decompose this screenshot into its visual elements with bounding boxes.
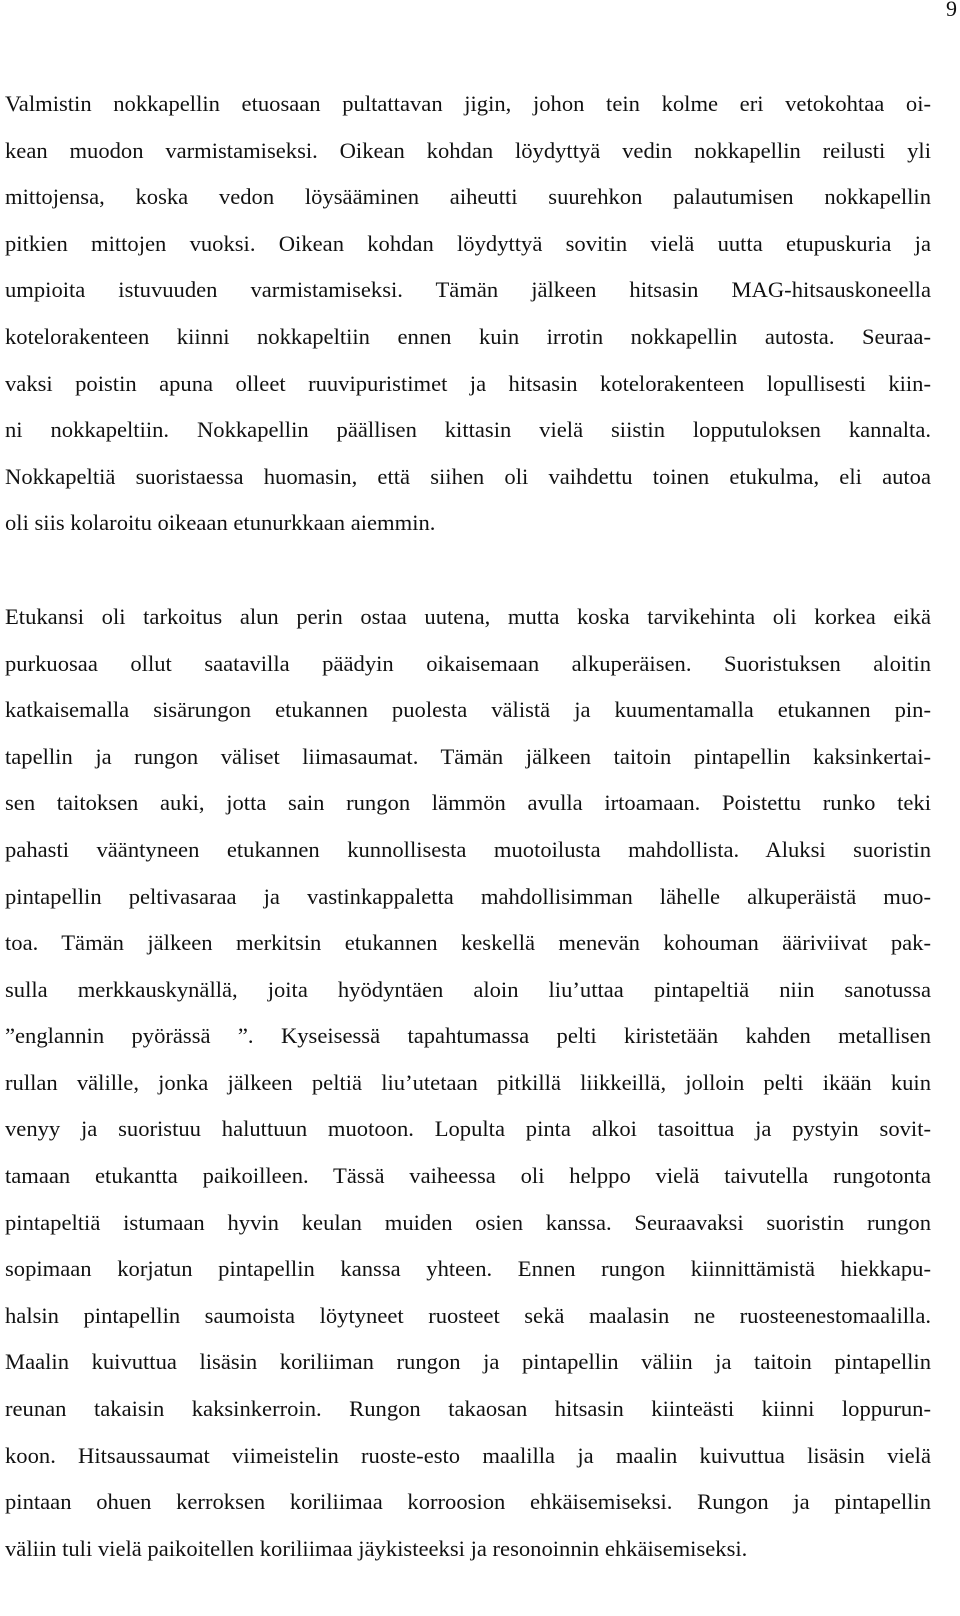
text-line: pahasti vääntyneen etukannen kunnollisesta muotoilusta mahdollista. Aluksi suoristin — [5, 836, 931, 862]
text-line: sopimaan korjatun pintapellin kanssa yhteen. Ennen rungon kiinnittämistä hiekkapu- — [5, 1256, 931, 1282]
text-line: mittojensa, koska vedon löysääminen aiheutti suurehkon palautumisen nokkapellin — [5, 184, 931, 210]
text-line: koon. Hitsaussaumat viimeistelin ruoste-esto maalilla ja maalin kuivuttua lisäsin vielä — [5, 1442, 931, 1468]
text-line: väliin tuli vielä paikoitellen koriliimaa jäykisteeksi ja resonoinnin ehkäisemiseksi. — [5, 1535, 748, 1561]
text-line: Etukansi oli tarkoitus alun perin ostaa uutena, mutta koska tarvikehinta oli korkea eikä — [5, 603, 931, 629]
text-line: toa. Tämän jälkeen merkitsin etukannen keskellä menevän kohouman ääriviivat pak- — [5, 930, 931, 956]
text-line: pintaan ohuen kerroksen koriliimaa korroosion ehkäisemiseksi. Rungon ja pintapellin — [5, 1489, 931, 1515]
text-line: oli siis kolaroitu oikeaan etunurkkaan aiemmin. — [5, 510, 436, 536]
text-line: Valmistin nokkapellin etuosaan pultattavan jigin, johon tein kolme eri vetokohtaa oi- — [5, 91, 931, 116]
text-line: ni nokkapeltiin. Nokkapellin päällisen kittasin vielä siistin lopputuloksen kannalta. — [5, 417, 931, 443]
text-line: ”englannin pyörässä ”. Kyseisessä tapahtumassa pelti kiristetään kahden metallisen — [5, 1023, 931, 1049]
text-line: katkaisemalla sisärungon etukannen puolesta välistä ja kuumentamalla etukannen pin- — [5, 697, 931, 723]
text-line: sulla merkkauskynällä, joita hyödyntäen aloin liu’uttaa pintapeltiä niin sanotussa — [5, 976, 931, 1002]
text-line: rullan välille, jonka jälkeen peltiä liu’utetaan pitkillä liikkeillä, jolloin pelti ikään kuin — [5, 1069, 931, 1095]
text-line: pintapeltiä istumaan hyvin keulan muiden osien kanssa. Seuraavaksi suoristin rungon — [5, 1209, 931, 1235]
paragraph-gap — [5, 547, 931, 594]
text-line: tamaan etukantta paikoilleen. Tässä vaiheessa oli helppo vielä taivutella rungotonta — [5, 1163, 931, 1189]
text-line: purkuosaa ollut saatavilla päädyin oikaisemaan alkuperäisen. Suoristuksen aloitin — [5, 650, 931, 676]
page-number: 9 — [946, 0, 957, 21]
text-line: Maalin kuivuttua lisäsin koriliiman rungon ja pintapellin väliin ja taitoin pintapellin — [5, 1349, 931, 1375]
text-line: tapellin ja rungon väliset liimasaumat. Tämän jälkeen taitoin pintapellin kaksinkertai- — [5, 743, 931, 769]
text-line: pitkien mittojen vuoksi. Oikean kohdan löydyttyä sovitin vielä uutta etupuskuria ja — [5, 230, 931, 256]
text-line: vaksi poistin apuna olleet ruuvipuristimet ja hitsasin kotelorakenteen lopullisesti kiin- — [5, 370, 931, 396]
paragraph — [5, 594, 931, 1572]
text-line: umpioita istuvuuden varmistamiseksi. Tämän jälkeen hitsasin MAG-hitsauskoneella — [5, 277, 931, 303]
text-line: venyy ja suoristuu haluttuun muotoon. Lopulta pinta alkoi tasoittua ja pystyin sovit- — [5, 1116, 931, 1142]
text-line: sen taitoksen auki, jotta sain rungon lämmön avulla irtoamaan. Poistettu runko teki — [5, 790, 931, 816]
text-line: reunan takaisin kaksinkerroin. Rungon takaosan hitsasin kiinteästi kiinni loppurun- — [5, 1396, 931, 1422]
text-line: kean muodon varmistamiseksi. Oikean kohdan löydyttyä vedin nokkapellin reilusti yli — [5, 137, 931, 163]
text-line: kotelorakenteen kiinni nokkapeltiin ennen kuin irrotin nokkapellin autosta. Seuraa- — [5, 323, 931, 349]
text-line: pintapellin peltivasaraa ja vastinkappaletta mahdollisimman lähelle alkuperäistä muo- — [5, 883, 931, 909]
paragraph — [5, 81, 931, 547]
text-line: Nokkapeltiä suoristaessa huomasin, että siihen oli vaihdettu toinen etukulma, eli autoa — [5, 463, 931, 489]
document-body — [5, 81, 931, 1572]
text-line: halsin pintapellin saumoista löytyneet ruosteet sekä maalasin ne ruosteenestomaalilla. — [5, 1302, 931, 1328]
